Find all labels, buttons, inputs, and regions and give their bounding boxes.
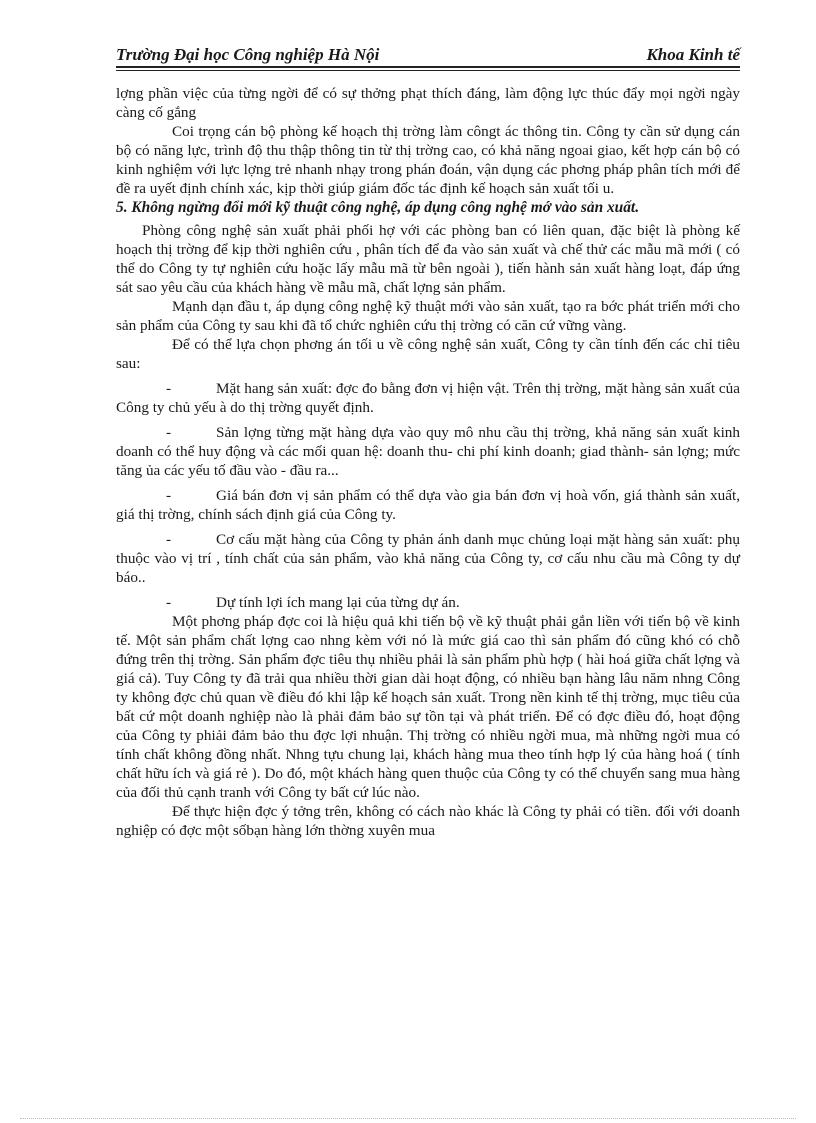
paragraph: Một phơng pháp đợc coi là hiệu quả khi tiến bộ về kỹ thuật phải gắn liền với tiến bộ về kinh tế. Một sản phẩm chất lợng cao nhng kèm với nó là mức giá cao thì sản phẩm đó cũng khó có chỗ đứng trên thị trờng. Sản phẩm đợc tiêu thụ nhiều phải là sản phẩm phù hợp ( hài hoá giữa chất lợng và giá cả). Tuy Công ty đã trải qua nhiều thời gian dài hoạt động, có nhiều bạn hàng lâu năm nhng Công ty không đợc chủ quan về điều đó khi lập kế hoạch sản xuất. Trong nền kinh tế thị trờng, mục tiêu của bất cứ một doanh nghiệp nào là phải đảm bảo sự tồn tại và phát triển. Để có đợc điều đó, hoạt động của Công ty phiải đảm bảo thu đợc lợi nhuận. Thị trờng có nhiều ngời mua, mà những ngời mua có tính chất không đồng nhất. Nhng tựu chung lại, khách hàng mua theo tính hợp lý của hàng hoá ( tính chất hữu ích và giá rẻ ). Do đó, một khách hàng quen thuộc của Công ty có thể chuyển sang mua hàng của đối thủ cạnh tranh với Công ty bất cứ lúc nào. [116,613,740,801]
header-rule-thick [116,66,740,68]
list-item [116,423,740,480]
bullet-marker: - [166,380,172,397]
section-heading: 5. Không ngừng đổi mới kỹ thuật công nghệ, áp dụng công nghệ mớ vào sản xuất. [116,199,640,216]
paragraph: Mạnh dạn đầu t, áp dụng công nghệ kỹ thuật mới vào sản xuất, tạo ra bớc phát triển mới cho sản phẩm của Công ty sau khi đã tổ chức nghiên cứu thị trờng có căn cứ vững vàng. [116,298,740,334]
bullet-marker: - [166,594,172,611]
paragraph: Để có thể lựa chọn phơng án tối u về công nghệ sản xuất, Công ty cần tính đến các chỉ tiêu sau: [116,336,740,372]
list-item-text: Mặt hang sản xuất: đợc đo bằng đơn vị hiện vật. Trên thị trờng, mặt hàng sản xuất của Công ty chủ yếu à do thị trờng quyết định. [116,380,740,416]
header-faculty: Khoa Kinh tế [646,45,740,64]
list-item [116,486,740,524]
bullet-marker: - [166,424,172,441]
paragraph: Phòng công nghệ sản xuất phải phối hợ với các phòng ban có liên quan, đặc biệt là phòng kế hoạch thị trờng để kịp thời nghiên cứu , phân tích để đa vào sản xuất và chế thử các mẫu mã mới ( có thể do Công ty tự nghiên cứu hoặc lấy mẫu mã từ bên ngoài ), tiến hành sản xuất hàng loạt, đáp ứng sát sao yêu cầu của khách hàng về mẫu mã, chất lợng sản phẩm. [116,222,740,296]
bullet-marker: - [166,531,172,548]
page-header [116,44,740,66]
header-rule-thin [116,70,740,71]
header-school: Trường Đại học Công nghiệp Hà Nội [116,45,380,64]
list-item [116,530,740,587]
list-item-text: Cơ cấu mặt hàng của Công ty phản ánh danh mục chủng loại mặt hàng sản xuất: phụ thuộc vào vị trí , tính chất của sản phẩm, vào khả năng của Công ty, cơ cấu nhu cầu mà Công ty dự báo.. [116,531,740,586]
paragraph: lợng phần việc của từng ngời để có sự thởng phạt thích đáng, làm động lực thúc đẩy mọi ngời ngày càng cố gắng [116,85,740,121]
bullet-marker: - [166,487,172,504]
list-item-text: Sản lợng từng mặt hàng dựa vào quy mô nhu cầu thị trờng, khả năng sản xuất kinh doanh có thể huy động và các mối quan hệ: doanh thu- chi phí kinh doanh; giad thành- sản lợng; mức tăng ủa các yếu tố đầu vào - đầu ra... [116,424,740,479]
page-bottom-dotted-border [20,1118,796,1119]
list-item [116,379,740,417]
document-body [116,84,740,840]
paragraph: Để thực hiện đợc ý tởng trên, không có cách nào khác là Công ty phải có tiền. đối với doanh nghiệp có đợc một sốbạn hàng lớn thờng xuyên mua [116,803,740,839]
list-item [116,593,740,612]
list-item-text: Giá bán đơn vị sản phẩm có thể dựa vào gia bán đơn vị hoà vốn, giá thành sản xuất, giá thị trờng, chính sách định giá của Công ty. [116,487,740,523]
list-item-text: Dự tính lợi ích mang lại của từng dự án. [216,594,460,611]
paragraph: Coi trọng cán bộ phòng kế hoạch thị trờng làm côngt ác thông tin. Công ty cần sử dụng cán bộ có năng lực, trình độ thu thập thông tin từ thị trờng cao, có khả năng ngoai giao, kết hợp cán bộ có kinh nghiệm với lực lợng trẻ nhanh nhạy trong phán đoán, vận dụng các phơng pháp phân tích mới để đề ra uyết định chính xác, kịp thời giúp giám đốc tác định kế hoạch sản xuất tối u. [116,123,740,197]
